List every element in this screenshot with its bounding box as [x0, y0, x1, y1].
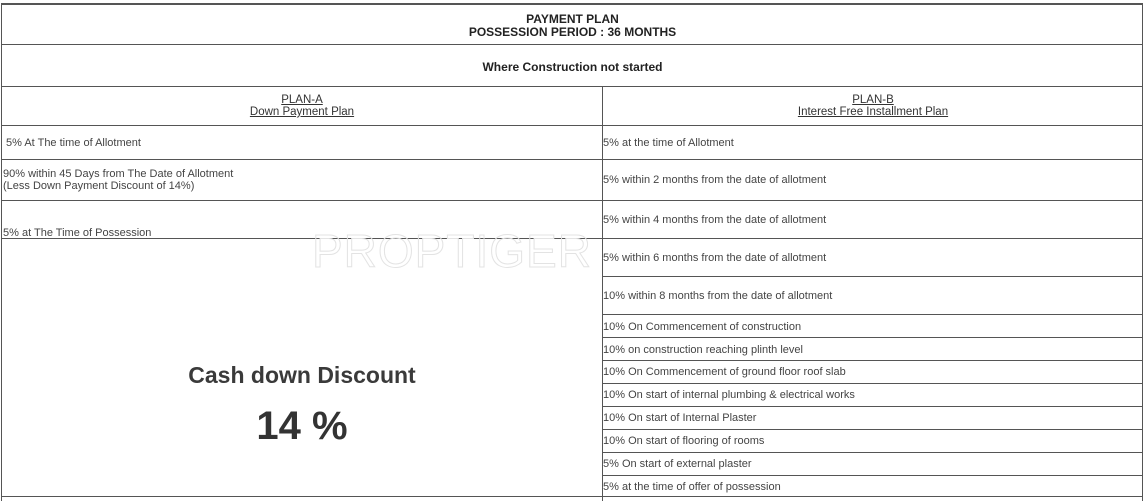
plan-a-name: PLAN-A: [281, 94, 323, 106]
cash-down-discount-value: 14 %: [256, 404, 348, 448]
row-divider: [603, 360, 1143, 361]
row-divider: [2, 86, 1143, 87]
plan-b-row: 5% within 4 months from the date of allotment: [603, 214, 827, 226]
plan-a-row: 5% at The Time of Possession: [3, 227, 152, 239]
plan-b-row: 5% at the time of Allotment: [603, 137, 734, 149]
plan-b-row: 10% On start of flooring of rooms: [603, 435, 765, 447]
plan-b-row: 10% On Commencement of construction: [603, 321, 802, 333]
row-divider: [2, 200, 1143, 201]
row-divider: [2, 125, 1143, 126]
plan-b-name: PLAN-B: [852, 94, 894, 106]
plan-b-row: 10% On start of Internal Plaster: [603, 412, 757, 424]
plan-b-row: 10% within 8 months from the date of allotment: [603, 290, 833, 302]
possession-period: POSSESSION PERIOD : 36 MONTHS: [468, 25, 677, 39]
plan-b-type: Interest Free Installment Plan: [797, 106, 949, 118]
construction-condition: Where Construction not started: [482, 60, 663, 74]
plan-b-row: 10% On Commencement of ground floor roof slab: [603, 366, 846, 378]
row-divider: [603, 475, 1143, 476]
plan-a-row: 90% within 45 Days from The Date of Allotment: [3, 168, 234, 180]
row-divider: [603, 406, 1143, 407]
plan-b-row: 5% at the time of offer of possession: [603, 481, 781, 493]
table-title: PAYMENT PLAN: [526, 12, 619, 26]
row-divider: [603, 429, 1143, 430]
plan-b-row: 5% within 2 months from the date of allotment: [603, 174, 827, 186]
plan-b-row: 10% on construction reaching plinth level: [603, 344, 803, 356]
plan-b-row: 5% On start of external plaster: [603, 458, 752, 470]
row-divider: [603, 452, 1143, 453]
row-divider: [2, 44, 1143, 45]
watermark: PROPTIGER: [312, 225, 592, 277]
row-divider: [603, 383, 1143, 384]
row-divider: [603, 337, 1143, 338]
row-divider: [2, 496, 1143, 497]
row-divider: [2, 159, 1143, 160]
cash-down-discount-label: Cash down Discount: [188, 362, 416, 388]
plan-a-row-note: (Less Down Payment Discount of 14%): [3, 180, 195, 192]
row-divider: [603, 276, 1143, 277]
plan-b-row: 5% within 6 months from the date of allotment: [603, 252, 827, 264]
plan-a-type: Down Payment Plan: [249, 106, 355, 118]
row-divider: [603, 314, 1143, 315]
plan-a-row: 5% At The time of Allotment: [6, 137, 141, 149]
plan-b-row: 10% On start of internal plumbing & electrical works: [603, 389, 855, 401]
